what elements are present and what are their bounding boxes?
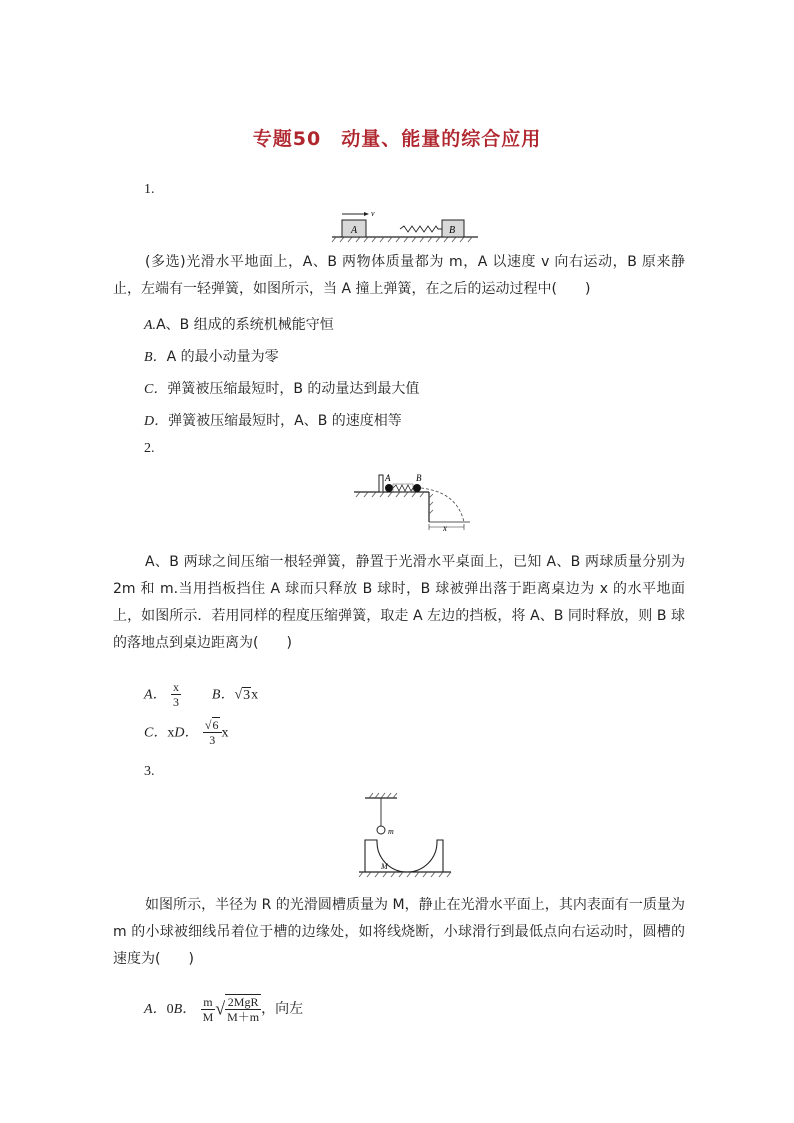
trajectory: [421, 488, 464, 522]
q3-options-ab: A．0B． $\frac{m}{M}$ √ $\frac{\text{2MgR}}{M+m}$ ，向左: [144, 994, 304, 1024]
distance-label: x: [443, 523, 447, 532]
ball-mass-label: m: [388, 827, 394, 836]
question-1-number: 1.: [144, 182, 155, 197]
question-1-stem: (多选)光滑水平地面上，A、B 两物体质量都为 m，A 以速度 v 向右运动，B 原来静止，左端有一轻弹簧，如图所示，当 A 撞上弹簧，在之后的运动过程中( ): [113, 254, 685, 297]
opt-a-fraction: $\frac{x}{3}$: [173, 680, 180, 709]
opt-d-fraction: $\frac{√6}{3}$: [203, 718, 222, 747]
q2-options-ab: A． $\frac{x}{3}$ B．√3x: [144, 680, 259, 709]
q1-option-b: B．A 的最小动量为零: [144, 349, 279, 365]
figure-blocks-spring: [330, 205, 480, 243]
velocity-label: v: [371, 209, 375, 218]
opt-b-radical: $\frac{\text{2MgR}}{M+m}$: [227, 995, 260, 1024]
ball-a: [385, 484, 393, 492]
ball-b: [413, 484, 421, 492]
q1-option-c: C．弹簧被压缩最短时，B 的动量达到最大值: [144, 381, 420, 397]
spring: [393, 485, 413, 491]
question-3-number: 3.: [144, 764, 155, 779]
figure-circular-groove: [355, 792, 455, 882]
q2-options-cd: C．xD． $\frac{√6}{3}$ x: [144, 718, 229, 747]
q1-option-a: A.A、B 组成的系统机械能守恒: [144, 317, 334, 333]
question-3-stem: 如图所示，半径为 R 的光滑圆槽质量为 M，静止在光滑水平面上，其内表面有一质量为 m 的小球被细线吊着位于槽的边缘处，如将线烧断，小球滑行到最低点向右运动时，圆槽的速度为( ): [113, 897, 685, 967]
q1-option-d: D．弹簧被压缩最短时，A、B 的速度相等: [144, 413, 402, 429]
question-2-number: 2.: [144, 441, 155, 456]
opt-b-fraction: $\frac{m}{M}$: [202, 994, 214, 1024]
page-title: 专题50 动量、能量的综合应用: [252, 128, 542, 150]
baffle: [379, 475, 383, 492]
question-2-stem: A、B 两球之间压缩一根轻弹簧，静置于光滑水平桌面上，已知 A、B 两球质量分别为 2m 和 m.当用挡板挡住 A 球而只释放 B 球时，B 球被弹出落于距离桌边为 x 的水平地面上，如图所示．若用同样的程度压缩弹簧，取走 A 左边的挡板，将 A、B 同时释放，则 B 球的落地点到桌边距离为( ): [113, 554, 685, 651]
groove-mass-label: M: [381, 862, 388, 871]
block-a-label: A: [351, 225, 358, 236]
figure-table-balls: [352, 470, 472, 532]
ball-a-label: A: [385, 473, 391, 483]
small-ball: [377, 826, 385, 834]
block-b-label: B: [449, 225, 456, 236]
spring: [400, 226, 442, 232]
ball-b-label: B: [416, 473, 422, 483]
groove: [365, 840, 443, 872]
